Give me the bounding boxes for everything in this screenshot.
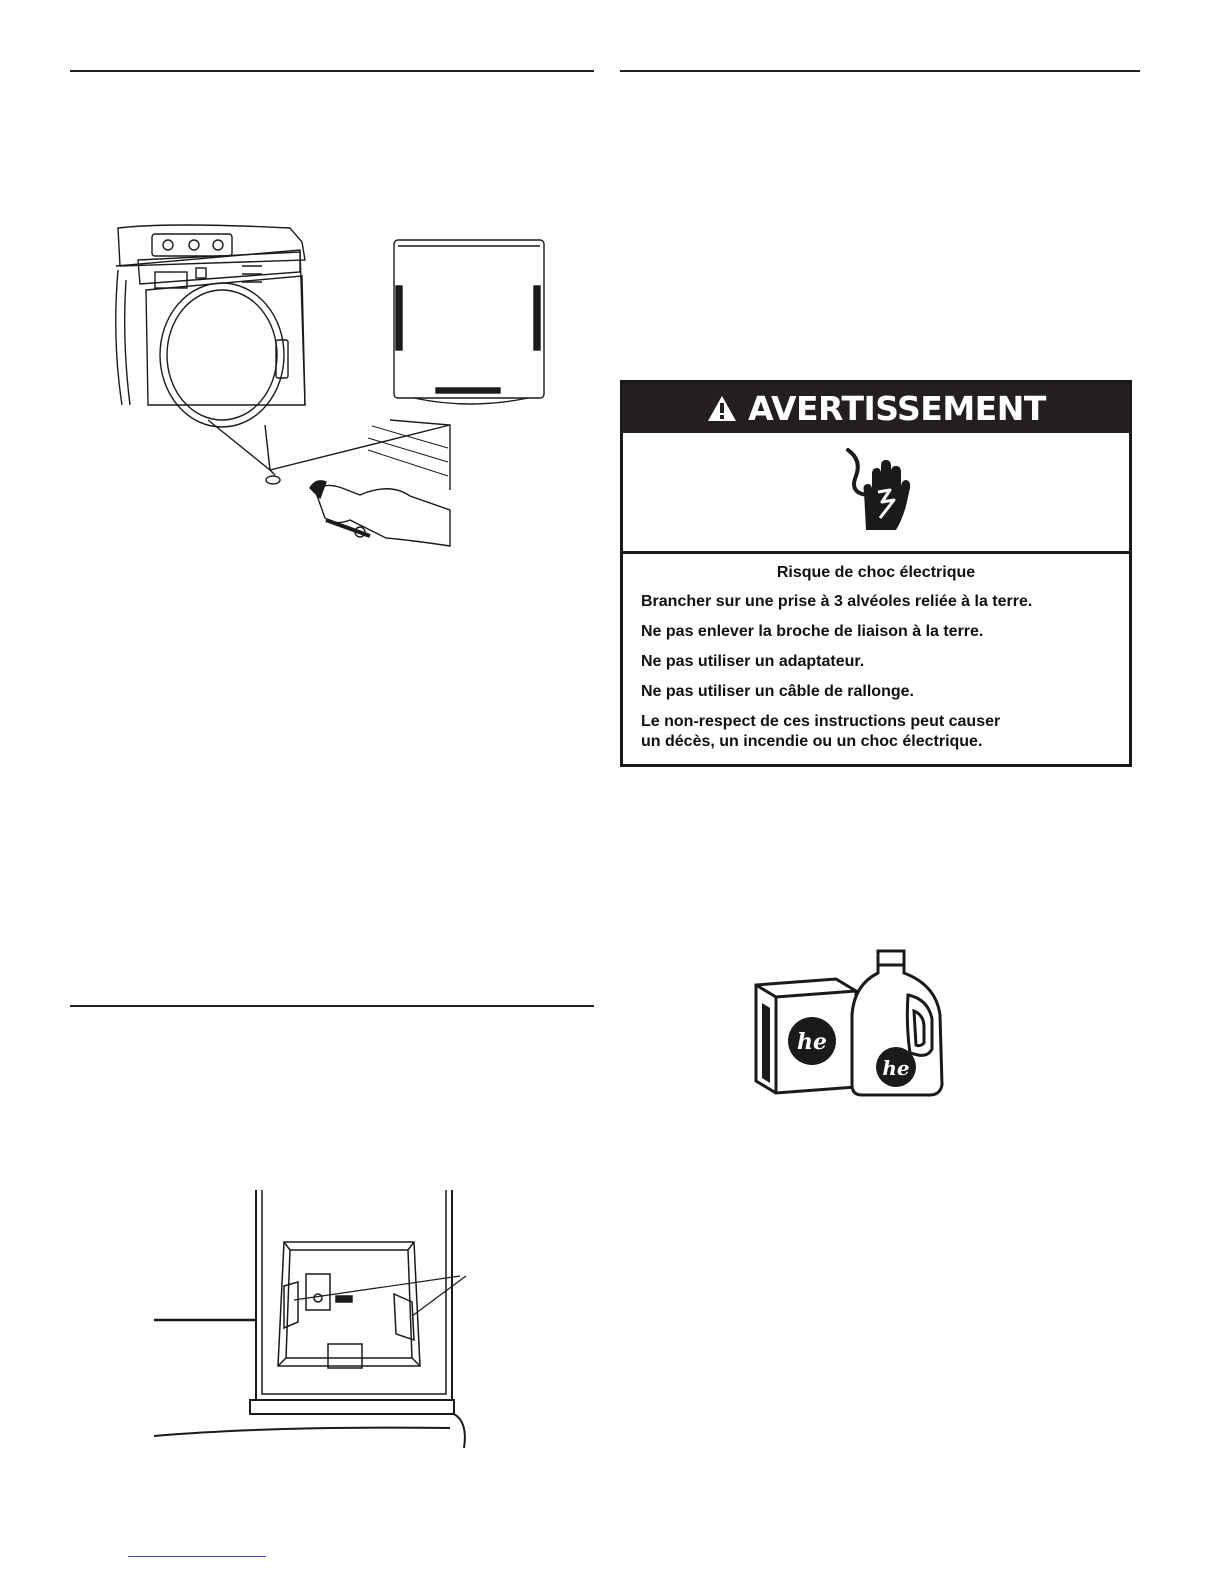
hazard-symbol-row — [623, 433, 1129, 554]
warning-line-adapter: Ne pas utiliser un adaptateur. — [641, 653, 865, 670]
warning-header — [623, 383, 1129, 433]
warning-body — [623, 554, 1129, 752]
risk-title: Risque de choc électrique — [776, 564, 976, 581]
section-rule-right-top — [620, 70, 1140, 72]
he-detergent-illustration — [750, 945, 950, 1100]
dryer-rear-panel-illustration — [150, 1190, 480, 1460]
svg-text:he: he — [797, 1029, 827, 1055]
warning-consequence-line-1: Le non-respect de ces instructions peut causer — [641, 713, 1001, 730]
he-detergent-box — [756, 979, 856, 1093]
page-link-underline[interactable] — [128, 1556, 266, 1557]
dryer-side-view-illustration — [394, 240, 544, 404]
dryer-front-illustration — [116, 225, 305, 427]
warning-line-ground-prong: Ne pas enlever la broche de liaison à la terre. — [641, 623, 984, 640]
warning-line-grounded-outlet: Brancher sur une prise à 3 alvéoles reliée à la terre. — [641, 593, 1033, 610]
dryer-leveling-illustration — [110, 220, 560, 550]
electric-shock-hand-icon — [826, 446, 926, 538]
section-rule-left-middle — [70, 1005, 594, 1007]
leveling-foot-wrench-illustration — [208, 420, 450, 546]
electrical-warning-box — [620, 380, 1132, 767]
triangle-exclamation-icon — [706, 394, 738, 423]
section-rule-left-top — [70, 70, 594, 72]
warning-line-extension-cord: Ne pas utiliser un câble de rallonge. — [641, 683, 914, 700]
warning-title: AVERTISSEMENT — [748, 388, 1046, 428]
he-detergent-bottle — [852, 951, 942, 1095]
warning-consequence-line-2: un décès, un incendie ou un choc électrique. — [641, 733, 983, 750]
svg-text:he: he — [882, 1056, 910, 1080]
